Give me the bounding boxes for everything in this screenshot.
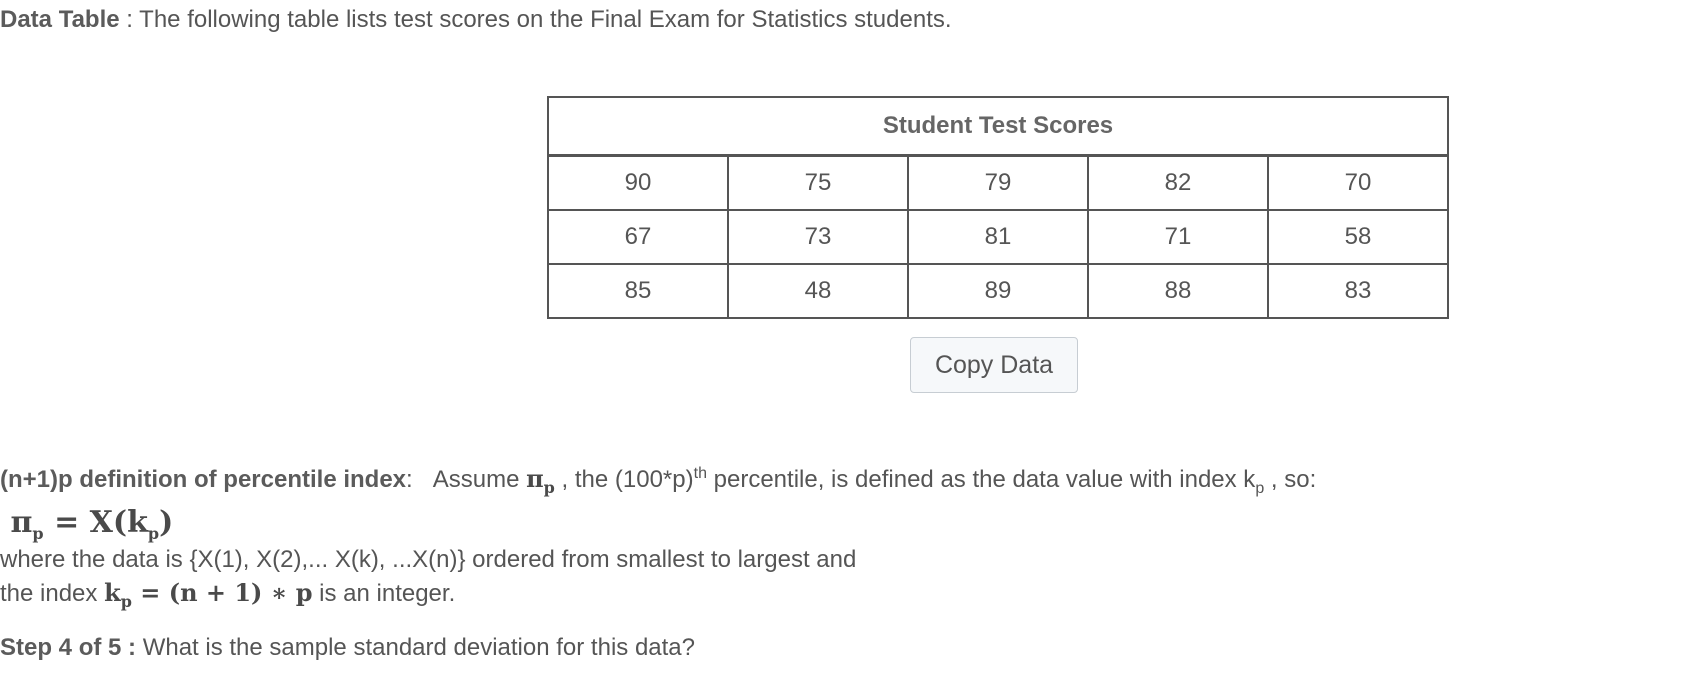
table-cell: 67 — [548, 210, 728, 264]
table-row — [548, 210, 1448, 264]
step-question — [0, 634, 695, 662]
table-cell: 81 — [908, 210, 1088, 264]
where-text: where the data is {X(1), X(2),... X(k), ...X(n)} ordered from smallest to largest and — [0, 546, 857, 573]
table-cell: 75 — [728, 156, 908, 211]
table-cell: 73 — [728, 210, 908, 264]
index-k: k — [104, 578, 121, 607]
table-cell: 90 — [548, 156, 728, 211]
definition-text-3: , so: — [1264, 466, 1317, 493]
percentile-definition — [0, 464, 1316, 498]
table-cell: 89 — [908, 264, 1088, 318]
step-label: Step 4 of 5 : — [0, 634, 137, 661]
pi-subscript: p — [543, 477, 555, 497]
definition-colon: : — [406, 466, 413, 493]
index-prefix: the index — [0, 580, 105, 607]
table-cell: 85 — [548, 264, 728, 318]
intro-line — [0, 6, 952, 34]
index-k-sub: p — [120, 591, 132, 611]
table-title: Student Test Scores — [548, 97, 1448, 156]
table-cell: 82 — [1088, 156, 1268, 211]
k-subscript: p — [1255, 479, 1265, 497]
th-superscript: th — [693, 465, 707, 482]
table-cell: 70 — [1268, 156, 1448, 211]
definition-label: (n+1)p definition of percentile index — [0, 466, 407, 493]
equation-rhs: = X(k — [54, 505, 148, 540]
definition-text-2: percentile, is defined as the data value with index k — [706, 466, 1256, 493]
equation-lhs-sub: p — [32, 524, 44, 543]
step-question-text: What is the sample standard deviation for this data? — [136, 634, 696, 661]
copy-data-button[interactable]: Copy Data — [910, 337, 1078, 393]
intro-separator: : — [119, 6, 140, 33]
equation-lhs: π — [10, 505, 33, 540]
equation-rhs-sub: p — [147, 524, 160, 543]
table-row — [548, 264, 1448, 318]
assume-text: Assume — [432, 466, 520, 493]
scores-table-container — [547, 96, 1449, 319]
table-row — [548, 156, 1448, 211]
table-cell: 83 — [1268, 264, 1448, 318]
definition-text-1: , the (100*p) — [561, 466, 694, 493]
table-cell: 79 — [908, 156, 1088, 211]
pi-symbol-char: π — [526, 464, 544, 493]
scores-table — [547, 96, 1449, 319]
table-cell: 71 — [1088, 210, 1268, 264]
index-suffix: is an integer. — [312, 580, 456, 607]
index-line — [0, 578, 455, 611]
table-cell: 48 — [728, 264, 908, 318]
percentile-equation — [0, 505, 173, 543]
pi-symbol — [526, 464, 555, 497]
table-cell: 58 — [1268, 210, 1448, 264]
equation-rhs-close: ) — [159, 505, 174, 540]
intro-text: The following table lists test scores on the Final Exam for Statistics students. — [139, 6, 952, 33]
table-cell: 88 — [1088, 264, 1268, 318]
intro-label: Data Table — [0, 6, 120, 33]
index-formula: = (n + 1) ∗ p — [131, 578, 313, 607]
